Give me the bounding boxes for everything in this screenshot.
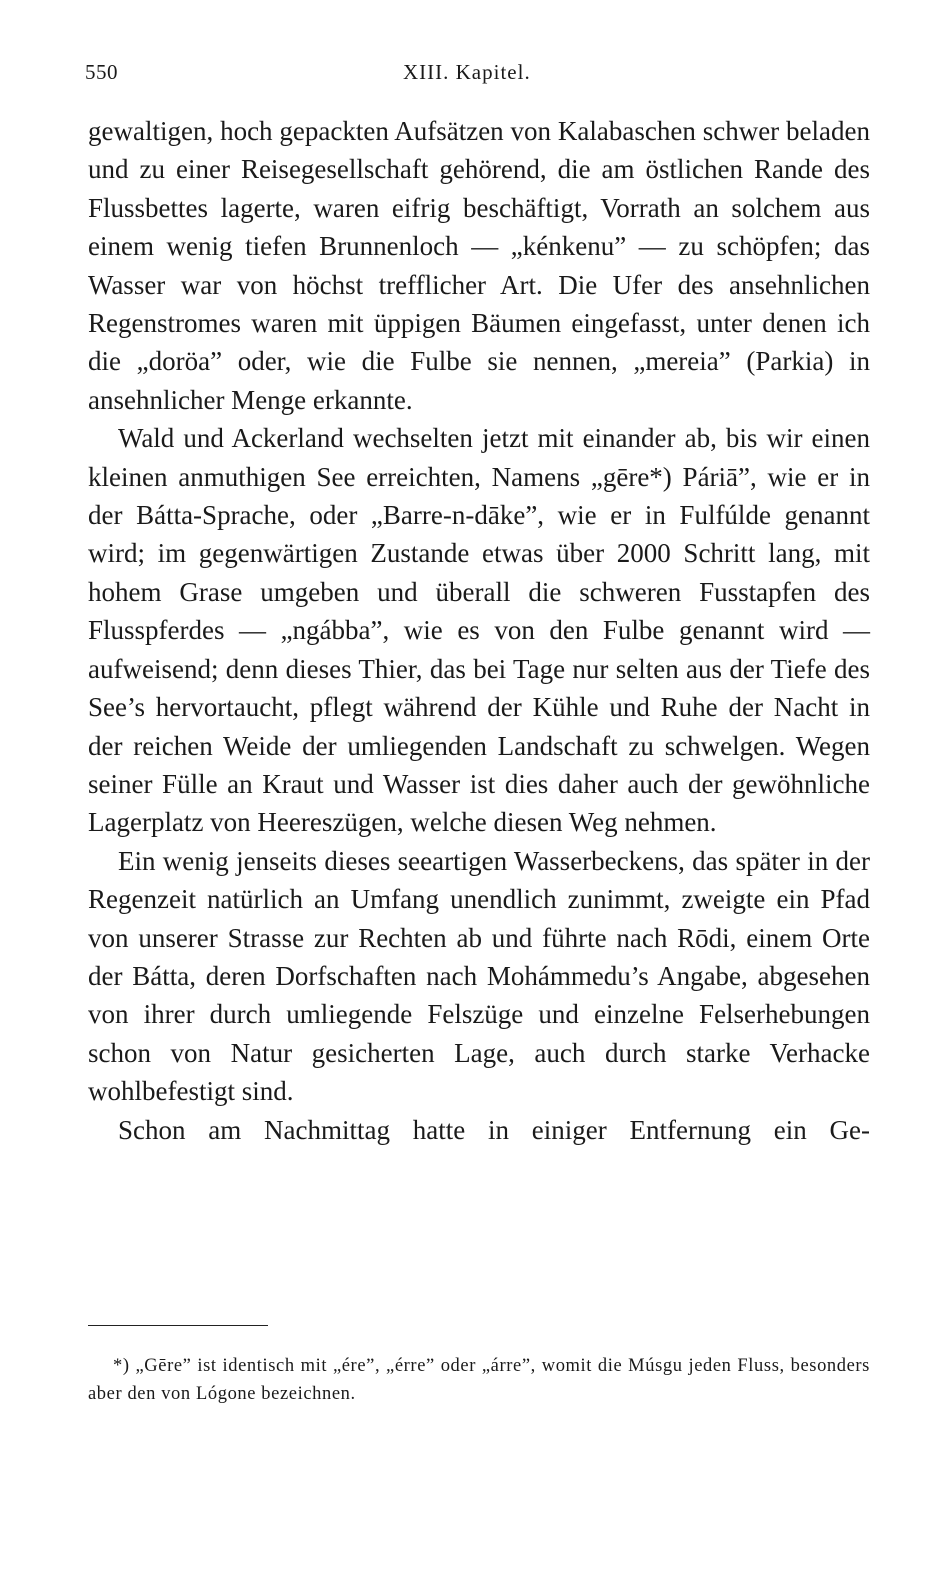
running-head bbox=[85, 60, 865, 90]
chapter-title: XIII. Kapitel. bbox=[403, 60, 531, 84]
paragraph-path: Ein wenig jenseits dieses seeartigen Wasserbeckens, das später in der Regenzeit natürlich an Umfang unendlich zunimmt, zweigte ein Pfad von unserer Strasse zur Rechten ab und führte nach Rōdi, einem Orte der Bátta, deren Dorfschaften nach Mohámmedu’s Angabe, abgesehen von ihrer durch umliegende Felszüge und einzelne Felserhebungen schon von Natur gesicherten Lage, auch durch starke Verhacke wohlbefestigt sind. bbox=[88, 845, 870, 1107]
body-text bbox=[88, 112, 870, 1149]
page-number: 550 bbox=[85, 60, 118, 84]
paragraph-continued: gewaltigen, hoch gepackten Aufsätzen von Kalabaschen schwer beladen und zu einer Reisegesellschaft gehörend, die am östlichen Rande des Flussbettes lagerte, waren eifrig beschäftigt, Vorrath an solchem aus einem wenig tiefen Brunnenloch — „kénkenu” — zu schöpfen; das Wasser war von höchst trefflicher Art. Die Ufer des ansehnlichen Regenstromes waren mit üppigen Bäumen eingefasst, unter denen ich die „doröa” oder, wie die Fulbe sie nennen, „mereia” (Parkia) in ansehnlicher Menge erkannte. bbox=[88, 116, 870, 415]
footnote: *) „Gēre” ist identisch mit „ére”, „érre” oder „árre”, womit die Músgu jeden Fluss, besonders aber den von Lógone bezeichnen. bbox=[88, 1356, 870, 1404]
footnote-divider bbox=[88, 1325, 268, 1326]
paragraph-lake: Wald und Ackerland wechselten jetzt mit einander ab, bis wir einen kleinen anmuthigen See erreichten, Namens „gēre*) Páriā”, wie er in der Bátta-Sprache, oder „Barre-n-dāke”, wie er in Fulfúlde genannt wird; im gegenwärtigen Zustande etwas über 2000 Schritt lang, mit hohem Grase umgeben und überall die schweren Fusstapfen des Flusspferdes — „ngábba”, wie es von den Fulbe genannt wird — aufweisend; denn dieses Thier, das bei Tage nur selten aus der Tiefe des See’s hervortaucht, pflegt während der Kühle und Ruhe der Nacht in der reichen Weide der umliegenden Landschaft zu schwelgen. Wegen seiner Fülle an Kraut und Wasser ist dies daher auch der gewöhnliche Lagerplatz von Heereszügen, welche diesen Weg nehmen. bbox=[88, 423, 870, 838]
paragraph-afternoon: Schon am Nachmittag hatte in einiger Entfernung ein Ge- bbox=[118, 1114, 870, 1145]
